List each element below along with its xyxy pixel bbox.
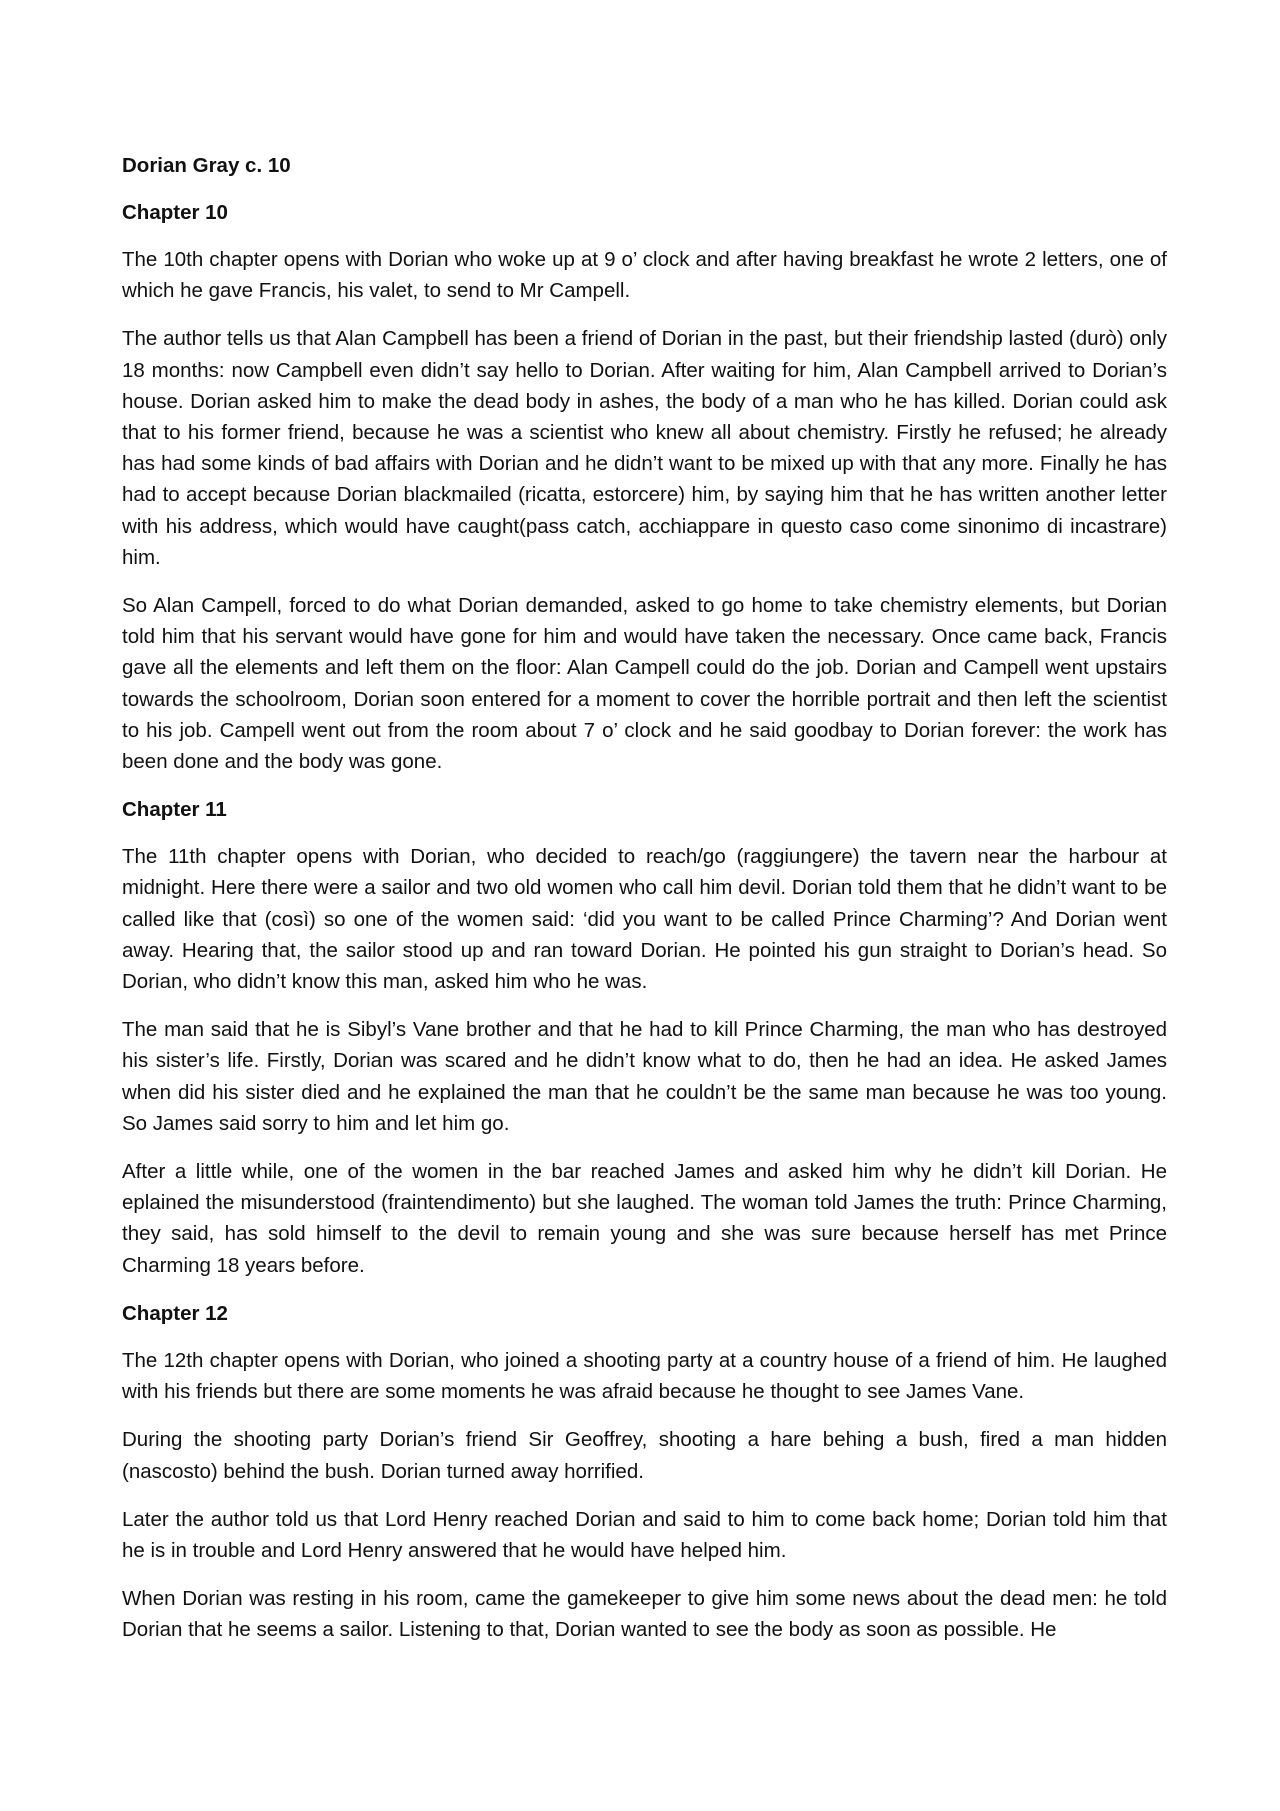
section-chapter-11: [122, 794, 1167, 1281]
paragraph: The 10th chapter opens with Dorian who woke up at 9 o’ clock and after having breakfast he wrote 2 letters, one of which he gave Francis, his valet, to send to Mr Campell.: [122, 248, 1167, 303]
section-heading: Chapter 11: [122, 798, 227, 822]
paragraph: After a little while, one of the women in the bar reached James and asked him why he didn’t kill Dorian. He eplained the misunderstood (fraintendimento) but she laughed. The woman told James the truth: Prince Charming, they said, has sold himself to the devil to remain young and she was sure because herself has met Prince Charming 18 years before.: [122, 1160, 1167, 1277]
section-chapter-12: [122, 1298, 1167, 1646]
section-heading: Chapter 10: [122, 201, 228, 224]
paragraph: The 11th chapter opens with Dorian, who decided to reach/go (raggiungere) the tavern near the harbour at midnight. Here there were a sailor and two old women who call him devil. Dorian told them that he didn’t want to be called like that (così) so one of the women said: ‘did you want to be called Prince Charming’? And Dorian went away. Hearing that, the sailor stood up and ran toward Dorian. He pointed his gun straight to Dorian’s head. So Dorian, who didn’t know this man, asked him who he was.: [122, 845, 1167, 994]
document-title: Dorian Gray c. 10: [122, 154, 291, 177]
paragraph: The man said that he is Sibyl’s Vane brother and that he had to kill Prince Charming, the man who has destroyed his sister’s life. Firstly, Dorian was scared and he didn’t know what to do, then he had an idea. He asked James when did his sister died and he explained the man that he couldn’t be the same man because he was too young. So James said sorry to him and let him go.: [122, 1018, 1167, 1135]
paragraph: The author tells us that Alan Campbell has been a friend of Dorian in the past, but their friendship lasted (durò) only 18 months: now Campbell even didn’t say hello to Dorian. After waiting for him, Alan Campbell arrived to Dorian’s house. Dorian asked him to make the dead body in ashes, the body of a man who he has killed. Dorian could ask that to his former friend, because he was a scientist who knew all about chemistry. Firstly he refused; he already has had some kinds of bad affairs with Dorian and he didn’t want to be mixed up with that any more. Finally he has had to accept because Dorian blackmailed (ricatta, estorcere) him, by saying him that he has written another letter with his address, which would have caught(pass catch, acchiappare in questo caso come sinonimo di incastrare) him.: [122, 327, 1167, 569]
document-page: [122, 150, 1167, 1663]
paragraph: So Alan Campell, forced to do what Dorian demanded, asked to go home to take chemistry elements, but Dorian told him that his servant would have gone for him and would have taken the necessary. Once came back, Francis gave all the elements and left them on the floor: Alan Campell could do the job. Dorian and Campell went upstairs towards the schoolroom, Dorian soon entered for a moment to cover the horrible portrait and then left the scientist to his job. Campell went out from the room about 7 o’ clock and he said goodbay to Dorian forever: the work has been done and the body was gone.: [122, 594, 1167, 774]
paragraph: During the shooting party Dorian’s friend Sir Geoffrey, shooting a hare behing a bush, fired a man hidden (nascosto) behind the bush. Dorian turned away horrified.: [122, 1428, 1167, 1483]
section-heading: Chapter 12: [122, 1301, 228, 1325]
paragraph: Later the author told us that Lord Henry reached Dorian and said to him to come back home; Dorian told him that he is in trouble and Lord Henry answered that he would have helped him.: [122, 1507, 1167, 1562]
paragraph: When Dorian was resting in his room, came the gamekeeper to give him some news about the dead men: he told Dorian that he seems a sailor. Listening to that, Dorian wanted to see the body as soon as possible. He: [122, 1587, 1167, 1642]
paragraph: The 12th chapter opens with Dorian, who joined a shooting party at a country house of a friend of him. He laughed with his friends but there are some moments he was afraid because he thought to see James Vane.: [122, 1348, 1167, 1404]
section-chapter-10: [122, 197, 1167, 777]
